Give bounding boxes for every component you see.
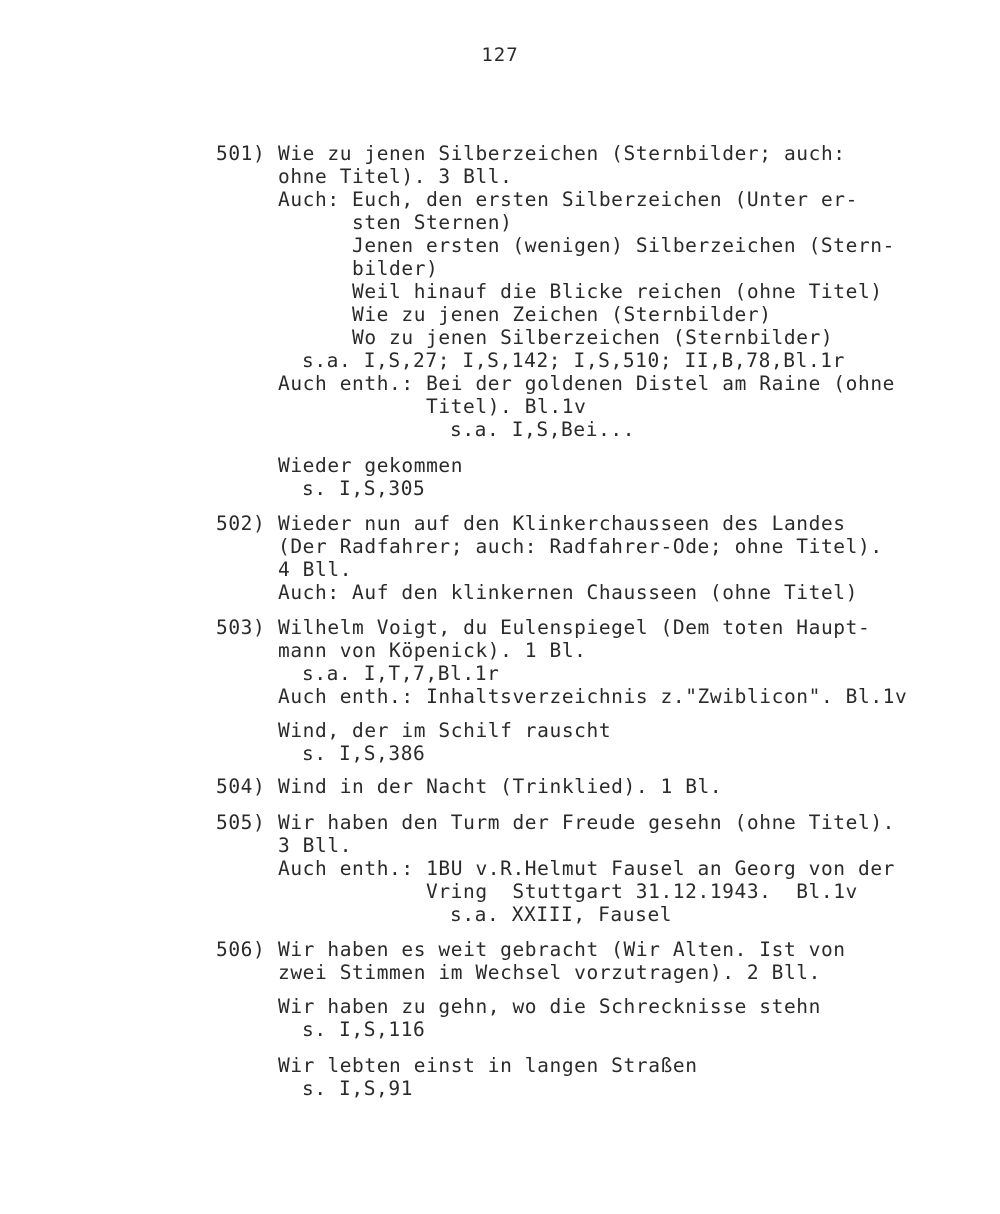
entry-line: Wir haben es weit gebracht (Wir Alten. Ist von [278, 938, 846, 961]
cross-reference-title: Wir lebten einst in langen Straßen [278, 1054, 698, 1077]
entry-line: Weil hinauf die Blicke reichen (ohne Titel) [352, 280, 883, 303]
entry-line: Auch enth.: 1BU v.R.Helmut Fausel an Georg von der [278, 857, 895, 880]
entry-line: sten Sternen) [352, 211, 513, 234]
see-also-line: s.a. I,S,Bei... [450, 418, 636, 441]
entry-line: Auch: Euch, den ersten Silberzeichen (Unter er- [278, 188, 858, 211]
entry-line: Wieder nun auf den Klinkerchausseen des Landes [278, 512, 846, 535]
see-line: s. I,S,305 [302, 477, 426, 500]
entry-line: (Der Radfahrer; auch: Radfahrer-Ode; ohne Titel). [278, 535, 883, 558]
see-line: s. I,S,386 [302, 742, 426, 765]
see-also-line: s.a. XXIII, Fausel [450, 903, 673, 926]
entry-number-502: 502) [216, 512, 266, 535]
entry-line: mann von Köpenick). 1 Bl. [278, 639, 587, 662]
see-line: s. I,S,116 [302, 1018, 426, 1041]
entry-line: Wo zu jenen Silberzeichen (Sternbilder) [352, 326, 834, 349]
page-number: 127 [481, 44, 519, 66]
entry-line: Titel). Bl.1v [426, 395, 587, 418]
entry-line: bilder) [352, 257, 439, 280]
entry-line: Auch: Auf den klinkernen Chausseen (ohne Titel) [278, 581, 858, 604]
entry-line: zwei Stimmen im Wechsel vorzutragen). 2 Bll. [278, 961, 821, 984]
entry-line: ohne Titel). 3 Bll. [278, 165, 513, 188]
entry-line: Auch enth.: Bei der goldenen Distel am Raine (ohne [278, 372, 895, 395]
cross-reference-title: Wieder gekommen [278, 454, 464, 477]
see-also-line: s.a. I,T,7,Bl.1r [302, 662, 500, 685]
entry-line: Wie zu jenen Silberzeichen (Sternbilder; auch: [278, 142, 846, 165]
entry-line: Vring Stuttgart 31.12.1943. Bl.1v [426, 880, 858, 903]
entry-line: Wind in der Nacht (Trinklied). 1 Bl. [278, 775, 723, 798]
see-also-line: s.a. I,S,27; I,S,142; I,S,510; II,B,78,Bl.1r [302, 349, 845, 372]
entry-line: Wie zu jenen Zeichen (Sternbilder) [352, 303, 772, 326]
cross-reference-title: Wir haben zu gehn, wo die Schrecknisse stehn [278, 995, 821, 1018]
entry-line: Wir haben den Turm der Freude gesehn (ohne Titel). [278, 811, 895, 834]
see-line: s. I,S,91 [302, 1077, 414, 1100]
entry-number-504: 504) [216, 775, 266, 798]
entry-line: 4 Bll. [278, 558, 353, 581]
entry-line: Auch enth.: Inhaltsverzeichnis z."Zwiblicon". Bl.1v [278, 685, 908, 708]
entry-number-503: 503) [216, 616, 266, 639]
entry-line: Wilhelm Voigt, du Eulenspiegel (Dem toten Haupt- [278, 616, 871, 639]
entry-number-501: 501) [216, 142, 266, 165]
cross-reference-title: Wind, der im Schilf rauscht [278, 719, 612, 742]
entry-number-506: 506) [216, 938, 266, 961]
entry-line: Jenen ersten (wenigen) Silberzeichen (Stern- [352, 234, 895, 257]
entry-number-505: 505) [216, 811, 266, 834]
entry-line: 3 Bll. [278, 834, 353, 857]
